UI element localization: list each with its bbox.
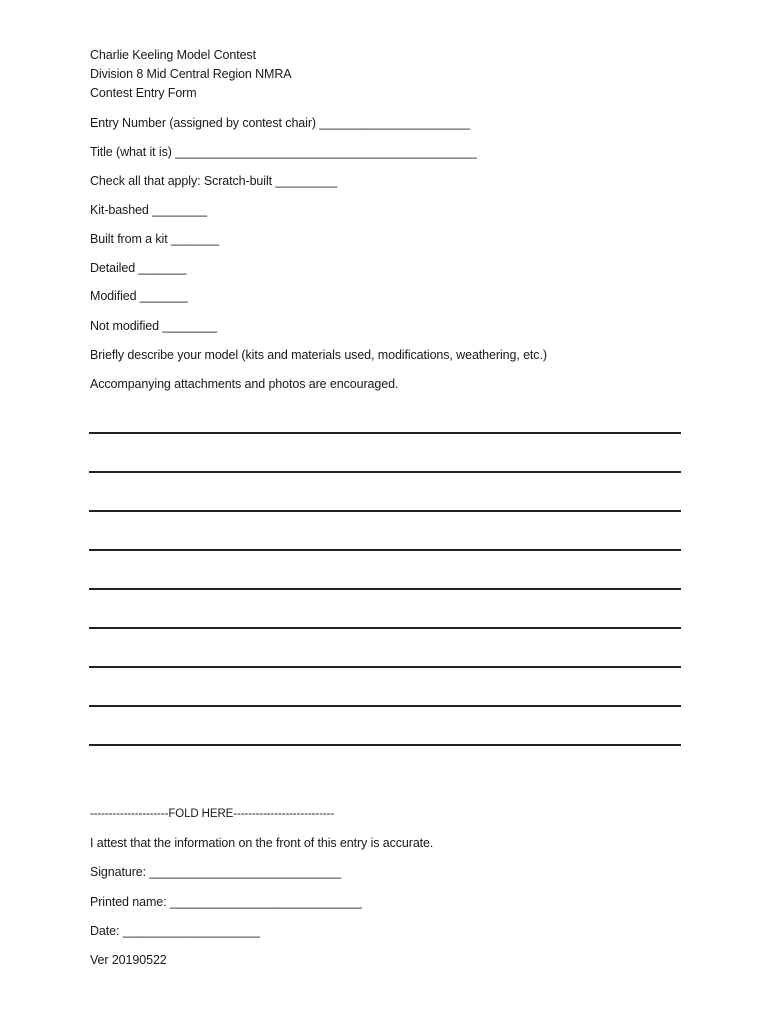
description-prompt: Briefly describe your model (kits and materials used, modifications, weathering, etc.) xyxy=(90,348,547,362)
built-from-kit-field[interactable]: Built from a kit _______ xyxy=(90,232,219,246)
description-line[interactable] xyxy=(89,471,681,473)
version-label: Ver 20190522 xyxy=(90,953,167,967)
division-name: Division 8 Mid Central Region NMRA xyxy=(90,67,292,81)
fold-line: ---------------------FOLD HERE--------------------------- xyxy=(90,808,334,820)
attachments-note: Accompanying attachments and photos are encouraged. xyxy=(90,377,399,391)
scratch-built-field[interactable]: Check all that apply: Scratch-built _________ xyxy=(90,174,338,188)
signature-field[interactable]: Signature: ____________________________ xyxy=(90,865,342,879)
form-title: Contest Entry Form xyxy=(90,86,197,100)
description-line[interactable] xyxy=(89,432,681,434)
title-field[interactable]: Title (what it is) ____________________________________________ xyxy=(90,145,477,159)
description-line[interactable] xyxy=(89,705,681,707)
detailed-field[interactable]: Detailed _______ xyxy=(90,261,187,275)
date-field[interactable]: Date: ____________________ xyxy=(90,924,260,938)
not-modified-field[interactable]: Not modified ________ xyxy=(90,319,218,333)
description-line[interactable] xyxy=(89,744,681,746)
entry-number-field[interactable]: Entry Number (assigned by contest chair) ______________________ xyxy=(90,116,471,130)
kit-bashed-field[interactable]: Kit-bashed ________ xyxy=(90,203,207,217)
modified-field[interactable]: Modified _______ xyxy=(90,289,188,303)
attestation-text: I attest that the information on the front of this entry is accurate. xyxy=(90,836,434,850)
description-line[interactable] xyxy=(89,588,681,590)
description-line[interactable] xyxy=(89,666,681,668)
contest-name: Charlie Keeling Model Contest xyxy=(90,48,256,62)
description-line[interactable] xyxy=(89,549,681,551)
printed-name-field[interactable]: Printed name: ____________________________ xyxy=(90,895,362,909)
description-line[interactable] xyxy=(89,627,681,629)
description-line[interactable] xyxy=(89,510,681,512)
